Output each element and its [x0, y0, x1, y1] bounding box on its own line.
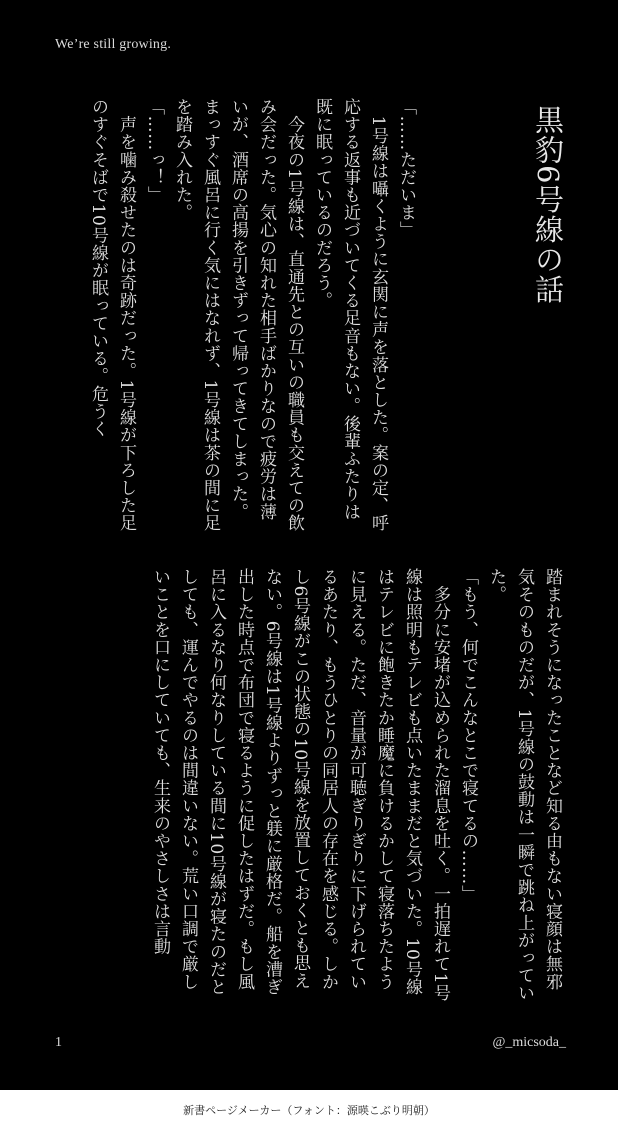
paragraph: 「……ただいま」	[396, 98, 416, 239]
generator-credit: 新書ページメーカー（フォント：源暎こぶり明朝）	[0, 1090, 618, 1132]
author-handle: @_micsoda_	[492, 1035, 566, 1050]
paragraph: 踏まれそうになったことなど知る由もない寝顔は無邪気そのものだが、1号線の鼓動は一瞬で跳ね上がっていた。	[486, 568, 562, 1002]
header-tagline: We’re still growing.	[55, 37, 172, 52]
paragraph: 「もう、何でこんなとこで寝てるの……」	[458, 568, 478, 903]
paragraph: 「……っ！」	[144, 98, 164, 204]
story-title: 黒豹6号線の話	[531, 105, 565, 305]
lower-text-column	[46, 568, 566, 1002]
paragraph: 1号線は囁くように玄関に声を落とした。案の定、呼応する返事も近づいてくる足音もない。後輩ふたりは既に眠っているのだろう。	[312, 98, 388, 532]
page-number: 1	[55, 1035, 62, 1050]
paragraph: 多分に安堵が込められた溜息を吐く。一拍遅れて1号線は照明もテレビも点いたままだと気づいた。10号線はテレビに飽きたか睡魔に負けるかして寝落ちたように見える。ただ、音量が可聴ぎりぎりに下げられているあたり、もうひとりの同居人の存在を感じる。しかし6号線がこの状態の10号線を放置しておくとも思えない。6号線は1号線よりずっと躾に厳格だ。船を漕ぎ出した時点で布団で寝るように促したはずだ。もし風呂に入るなり何なりしている間に10号線が寝たのだとしても、運んでやるのは間違いない。荒い口調で厳しいことを口にしていても、生来のやさしさは言動	[150, 568, 450, 1002]
paragraph: 今夜の1号線は、直通先との互いの職員も交えての飲み会だった。気心の知れた相手ばかりなので疲労は薄いが、酒席の高揚を引きずって帰ってきてしまった。まっすぐ風呂に行く気にはなれず、1号線は茶の間に足を踏み入れた。	[172, 98, 304, 532]
upper-text-column	[50, 98, 420, 532]
paragraph: 声を噛み殺せたのは奇跡だった。1号線が下ろした足のすぐそばで10号線が眠っている。危うく	[88, 98, 136, 532]
